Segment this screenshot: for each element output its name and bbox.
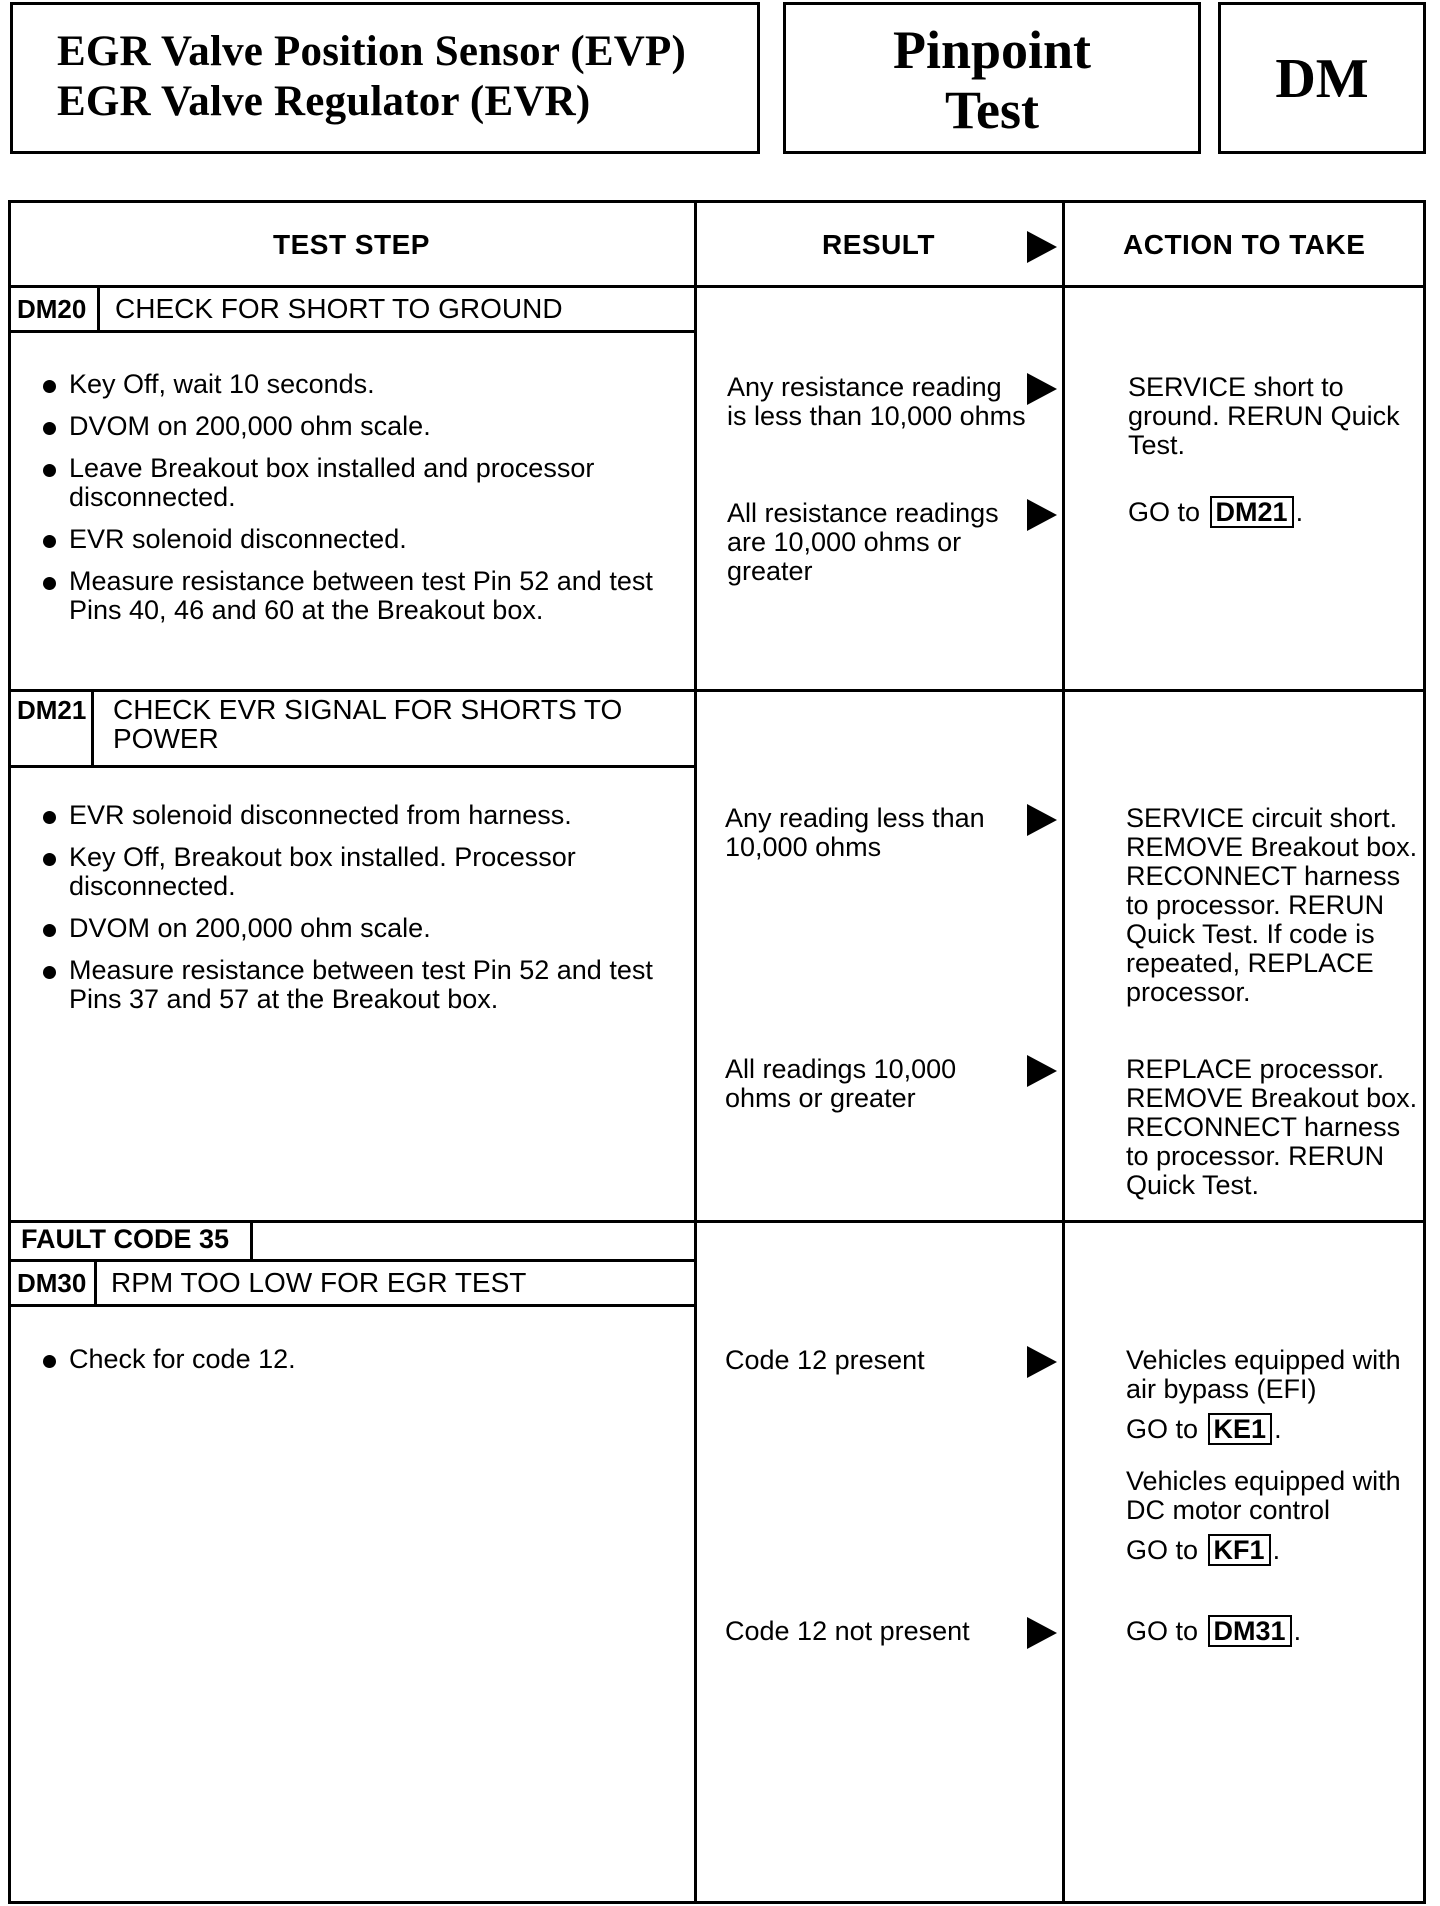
goto-text: GO to	[1126, 1616, 1199, 1646]
list-item: Key Off, Breakout box installed. Processor disconnected.	[39, 843, 659, 901]
dm30-action-1b-text: Vehicles equipped with DC motor control	[1126, 1466, 1401, 1525]
dm30-instructions	[39, 1345, 659, 1387]
list-item: DVOM on 200,000 ohm scale.	[39, 412, 659, 441]
period: .	[1295, 497, 1304, 527]
column-divider-2	[1062, 203, 1065, 1901]
ke1-link[interactable]: KE1	[1208, 1413, 1273, 1445]
kf1-link[interactable]: KF1	[1208, 1534, 1271, 1566]
list-item: DVOM on 200,000 ohm scale.	[39, 914, 659, 943]
step-id: DM30	[11, 1262, 97, 1304]
column-header-test-step: TEST STEP	[273, 229, 430, 260]
test-table	[8, 200, 1426, 1904]
goto-text: GO to	[1128, 497, 1201, 527]
arrow-icon	[1027, 499, 1057, 531]
dm21-result-1: Any reading less than 10,000 ohms	[725, 803, 985, 862]
step-title: RPM TOO LOW FOR EGR TEST	[111, 1267, 527, 1298]
fault-code-label: FAULT CODE 35	[11, 1220, 253, 1259]
test-type-line-2: Test	[944, 80, 1040, 140]
step-header-dm30	[11, 1259, 697, 1307]
dm20-action-1: SERVICE short to ground. RERUN Quick Test.	[1128, 372, 1400, 460]
test-type-box	[783, 2, 1201, 154]
list-item: EVR solenoid disconnected.	[39, 525, 659, 554]
dm20-result-1: Any resistance reading is less than 10,000 ohms	[727, 372, 1026, 431]
arrow-icon	[1027, 804, 1057, 836]
dm21-result-2: All readings 10,000 ohms or greater	[725, 1054, 957, 1113]
column-divider-1	[694, 203, 697, 1901]
goto-text: GO to	[1126, 1535, 1199, 1565]
column-header-action: ACTION TO TAKE	[1123, 229, 1366, 260]
step-title: CHECK FOR SHORT TO GROUND	[115, 293, 563, 324]
dm21-action-2: REPLACE processor. REMOVE Breakout box. RECONNECT harness to processor. RERUN Quick Test.	[1126, 1054, 1418, 1200]
step-header-dm20	[11, 285, 697, 333]
step-title: CHECK EVR SIGNAL FOR SHORTS TO POWER	[113, 694, 623, 754]
arrow-icon	[1027, 1617, 1057, 1649]
arrow-icon	[1027, 373, 1057, 405]
title-line-2: EGR Valve Regulator (EVR)	[57, 78, 591, 125]
list-item: Measure resistance between test Pin 52 and test Pins 40, 46 and 60 at the Breakout box.	[39, 567, 659, 625]
title-box	[10, 2, 760, 154]
list-item: Measure resistance between test Pin 52 and test Pins 37 and 57 at the Breakout box.	[39, 956, 659, 1014]
dm30-action-2	[1126, 1615, 1426, 1647]
dm30-result-1: Code 12 present	[725, 1345, 925, 1375]
step-id: DM21	[11, 689, 94, 765]
dm20-action-2	[1128, 496, 1423, 528]
period: .	[1293, 1616, 1302, 1646]
list-item: Check for code 12.	[39, 1345, 659, 1374]
test-type-line-1: Pinpoint	[892, 20, 1092, 80]
title-line-1: EGR Valve Position Sensor (EVP)	[57, 28, 686, 75]
dm30-action-1a-text: Vehicles equipped with air bypass (EFI)	[1126, 1345, 1401, 1404]
dm21-action-1: SERVICE circuit short. REMOVE Breakout box. RECONNECT harness to processor. RERUN Quick Test. If code is repeated, REPLACE processor.	[1126, 803, 1418, 1007]
list-item: Leave Breakout box installed and processor disconnected.	[39, 454, 659, 512]
fault-code-row	[11, 1220, 697, 1262]
arrow-icon	[1027, 1055, 1057, 1087]
dm20-instructions	[39, 370, 659, 638]
step-id: DM20	[11, 288, 100, 330]
arrow-icon	[1027, 231, 1057, 263]
column-header-result: RESULT	[822, 229, 935, 260]
dm21-link[interactable]: DM21	[1210, 496, 1294, 528]
test-code: DM	[1275, 48, 1369, 110]
goto-text: GO to	[1126, 1414, 1199, 1444]
period: .	[1274, 1414, 1282, 1444]
dm21-instructions	[39, 801, 659, 1027]
dm30-result-2: Code 12 not present	[725, 1616, 970, 1646]
step-header-dm21	[11, 689, 697, 768]
dm20-result-2: All resistance readings are 10,000 ohms or greater	[727, 498, 999, 586]
list-item: Key Off, wait 10 seconds.	[39, 370, 659, 399]
dm31-link[interactable]: DM31	[1208, 1615, 1292, 1647]
dm30-action-1	[1126, 1346, 1426, 1566]
arrow-icon	[1027, 1346, 1057, 1378]
list-item: EVR solenoid disconnected from harness.	[39, 801, 659, 830]
test-code-box	[1218, 2, 1426, 154]
period: .	[1272, 1535, 1281, 1565]
dm30-action-1b-goto	[1126, 1534, 1426, 1566]
dm30-action-1a-goto	[1126, 1413, 1426, 1445]
